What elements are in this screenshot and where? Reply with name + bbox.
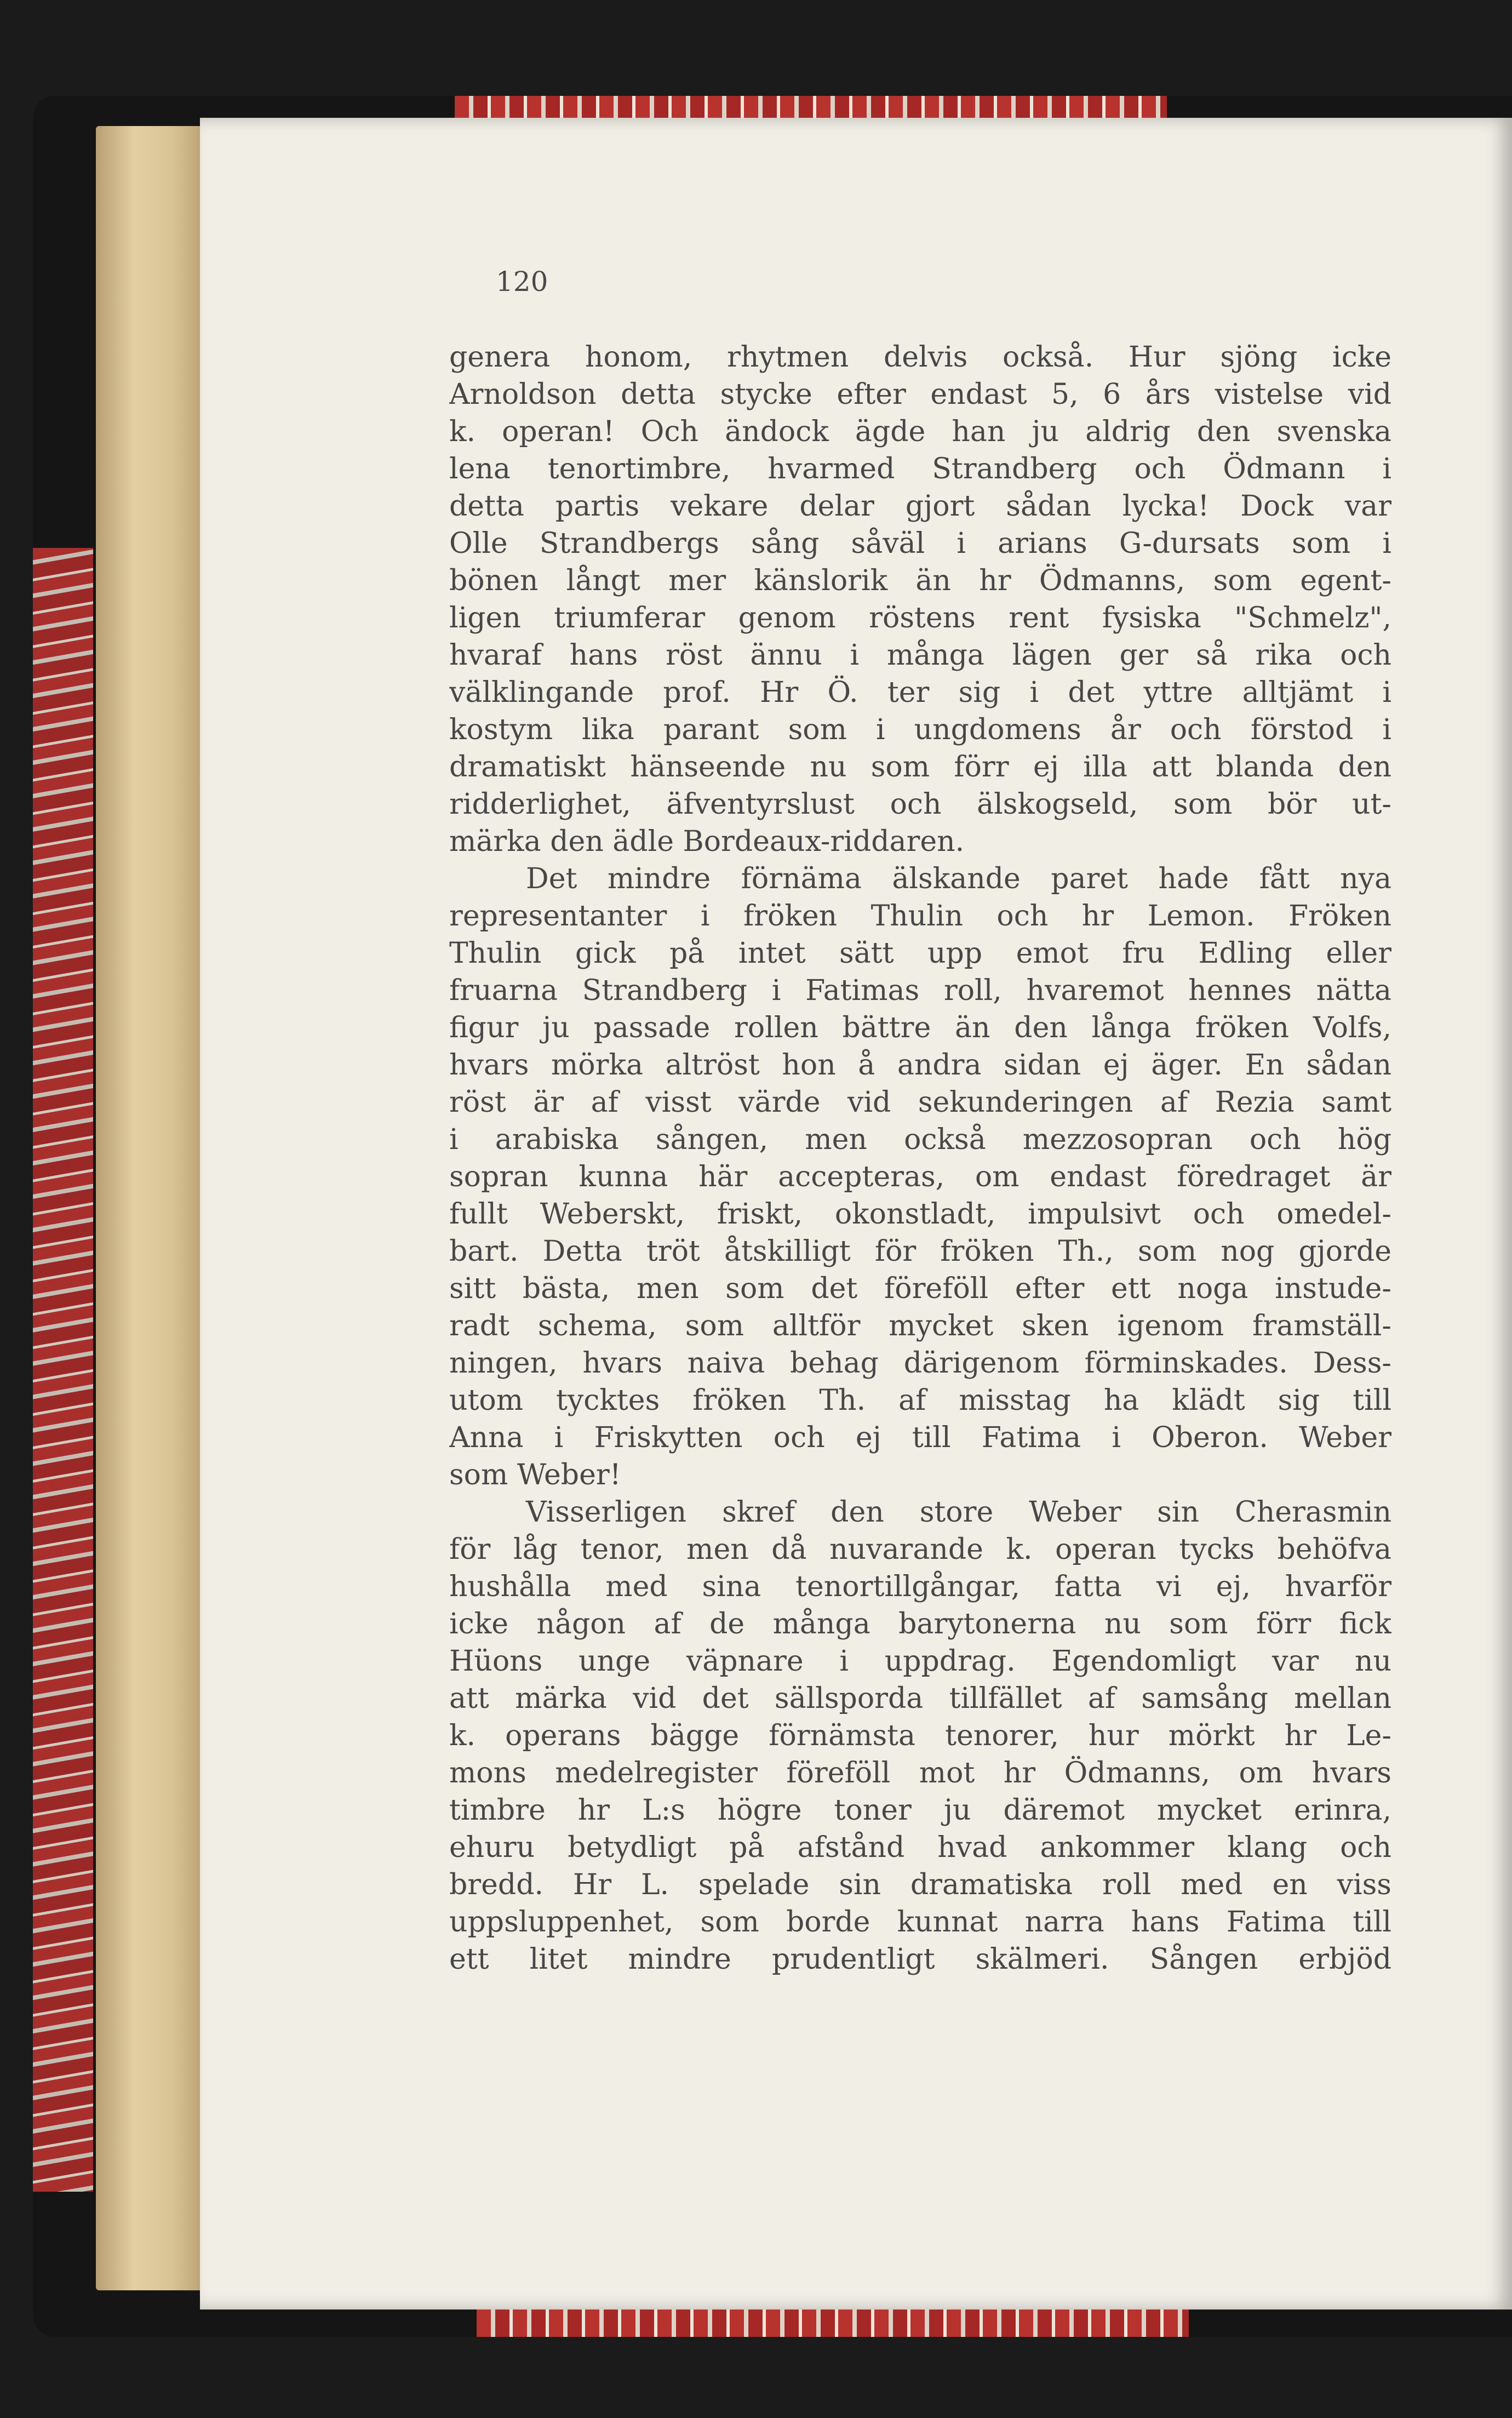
text-line: Arnoldson detta stycke efter endast 5, 6 års vistelse vid [449,378,1391,411]
marbled-edge-left [33,548,93,2192]
text-line: ehuru betydligt på afstånd hvad ankommer klang och [449,1831,1391,1864]
text-line: radt schema, som alltför mycket sken igenom framställ- [449,1310,1391,1342]
text-line: Anna i Friskytten och ej till Fatima i Oberon. Weber [449,1421,1391,1454]
text-line: sopran kunna här accepteras, om endast föredraget är [449,1161,1391,1193]
text-line: märka den ädle Bordeaux-riddaren. [449,825,965,858]
text-line: representanter i fröken Thulin och hr Lemon. Fröken [449,900,1391,933]
text-line: utom tycktes fröken Th. af misstag ha klädt sig till [449,1384,1391,1417]
text-line: fullt Weberskt, friskt, okonstladt, impulsivt och omedel- [449,1198,1391,1231]
text-line: Visserligen skref den store Weber sin Cherasmin [526,1496,1391,1529]
text-line: bart. Detta tröt åtskilligt för fröken Th., som nog gjorde [449,1235,1391,1268]
text-line: röst är af visst värde vid sekunderingen af Rezia samt [449,1086,1391,1119]
text-line: icke någon af de många barytonerna nu som förr fick [449,1608,1391,1640]
text-line: mons medelregister föreföll mot hr Ödmanns, om hvars [449,1757,1391,1790]
text-line: genera honom, rhytmen delvis också. Hur sjöng icke [449,341,1391,374]
text-line: i arabiska sången, men också mezzosopran och hög [449,1123,1391,1156]
text-line: bönen långt mer känslorik än hr Ödmanns, som egent- [449,564,1391,597]
page-stack [96,126,205,2290]
text-line: Hüons unge väpnare i uppdrag. Egendomligt var nu [449,1645,1391,1678]
text-line: hvaraf hans röst ännu i många lägen ger så rika och [449,639,1391,672]
text-line: ligen triumferar genom röstens rent fysiska "Schmelz", [449,602,1391,634]
text-line: för låg tenor, men då nuvarande k. operan tycks behöfva [449,1533,1391,1566]
text-line: uppsluppenhet, som borde kunnat narra hans Fatima till [449,1906,1391,1939]
text-line: ningen, hvars naiva behag därigenom förminskades. Dess- [449,1347,1391,1380]
text-line: sitt bästa, men som det föreföll efter ett noga instude- [449,1272,1391,1305]
text-line: ett litet mindre prudentligt skälmeri. Sången erbjöd [449,1943,1391,1976]
text-line: Olle Strandbergs sång såväl i arians G-dursats som i [449,527,1391,560]
text-line: detta partis vekare delar gjort sådan lycka! Dock var [449,490,1391,523]
text-line: hushålla med sina tenortillgångar, fatta vi ej, hvarför [449,1570,1391,1603]
text-line: timbre hr L:s högre toner ju däremot mycket erinra, [449,1794,1391,1827]
text-line: k. operan! Och ändock ägde han ju aldrig den svenska [449,415,1391,448]
text-line: bredd. Hr L. spelade sin dramatiska roll med en viss [449,1868,1391,1901]
text-line: fruarna Strandberg i Fatimas roll, hvaremot hennes nätta [449,974,1391,1007]
body-text [449,339,1391,1978]
text-line: Thulin gick på intet sätt upp emot fru Edling eller [449,937,1391,970]
text-line: välklingande prof. Hr Ö. ter sig i det yttre alltjämt i [449,676,1391,709]
text-line: figur ju passade rollen bättre än den långa fröken Volfs, [449,1011,1391,1044]
text-line: kostym lika parant som i ungdomens år och förstod i [449,713,1391,746]
text-line: hvars mörka altröst hon å andra sidan ej äger. En sådan [449,1049,1391,1082]
text-line: dramatiskt hänseende nu som förr ej illa att blanda den [449,751,1391,784]
text-line: k. operans bägge förnämsta tenorer, hur mörkt hr Le- [449,1719,1391,1752]
page-number: 120 [496,266,548,298]
text-line: Det mindre förnäma älskande paret hade fått nya [526,862,1391,895]
text-line: att märka vid det sällsporda tillfället af samsång mellan [449,1682,1391,1715]
text-line: som Weber! [449,1459,621,1491]
text-line: ridderlighet, äfventyrslust och älskogseld, som bör ut- [449,788,1391,821]
text-line: lena tenortimbre, hvarmed Strandberg och Ödmann i [449,453,1391,485]
